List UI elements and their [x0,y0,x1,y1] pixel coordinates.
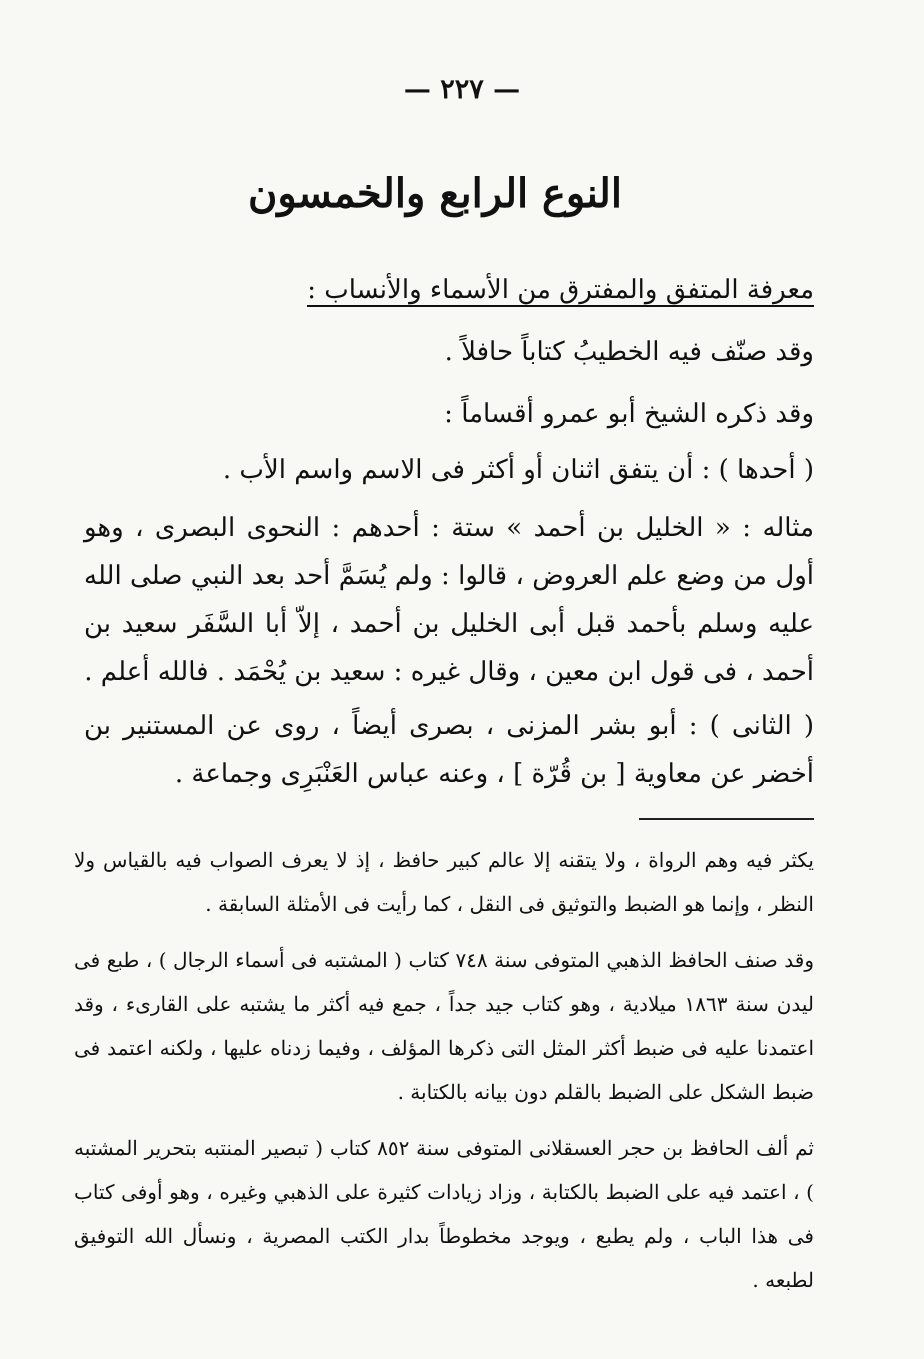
footnote: وقد صنف الحافظ الذهبي المتوفى سنة ٧٤٨ كتاب ( المشتبه فى أسماء الرجال ) ، طبع فى ليدن سنة ١٨٦٣ ميلادية ، وهو كتاب جيد جداً ، جمع فيه أكثر ما يشتبه على القارىء ، وقد اعتمدنا عليه فى ضبط أكثر المثل التى ذكرها المؤلف ، وفيما زدناه عليها ، ولكنه اعتمد فى ضبط الشكل على الضبط بالقلم دون بيانه بالكتابة . [74,948,815,1104]
section-subtitle-text: معرفة المتفق والمفترق من الأسماء والأنساب : [307,275,814,305]
paragraph: وقد صنّف فيه الخطيبُ كتاباً حافلاً . [444,337,814,367]
paragraph: ( أحدها ) : أن يتفق اثنان أو أكثر فى الاسم واسم الأب . [222,455,814,485]
footnote: ثم ألف الحافظ بن حجر العسقلانى المتوفى سنة ٨٥٢ كتاب ( تبصير المنتبه بتحرير المشتبه ) ، اعتمد فيه على الضبط بالكتابة ، وزاد زيادات كثيرة على الذهبي وغيره ، وهو أوفى كتاب فى هذا الباب ، ولم يطبع ، ويوجد مخطوطاً بدار الكتب المصرية ، ونسأل الله التوفيق لطبعه . [74,1136,814,1292]
paragraph: مثاله : « الخليل بن أحمد » ستة : أحدهم : النحوى البصرى ، وهو أول من وضع علم العروض ، قالوا : ولم يُسَمَّ أحد بعد النبي صلى الله عليه وسلم بأحمد قبل أبى الخليل بن أحمد ، إلاّ أبا السَّفَر سعيد بن أحمد ، فى قول ابن معين ، وقال غيره : سعيد بن يُحْمَد . فالله أعلم . [84,513,814,687]
footnote-divider [639,818,814,820]
chapter-title: النوع الرابع والخمسون [248,170,622,217]
page-number: — ٢٢٧ — [403,74,521,105]
footnote: يكثر فيه وهم الرواة ، ولا يتقنه إلا عالم كبير حافظ ، إذ لا يعرف الصواب فيه بالقياس ولا النظر ، وإنما هو الضبط والتوثيق فى النقل ، كما رأيت فى الأمثلة السابقة . [74,848,814,916]
paragraph: ( الثانى ) : أبو بشر المزنى ، بصرى أيضاً ، روى عن المستنير بن أخضر عن معاوية [ بن قُرّة ] ، وعنه عباس العَنْبَرِى وجماعة . [84,711,814,789]
footnotes [74,838,814,1314]
paragraph: وقد ذكره الشيخ أبو عمرو أقساماً : [444,399,814,429]
main-text [84,262,814,798]
section-subtitle [84,262,814,318]
